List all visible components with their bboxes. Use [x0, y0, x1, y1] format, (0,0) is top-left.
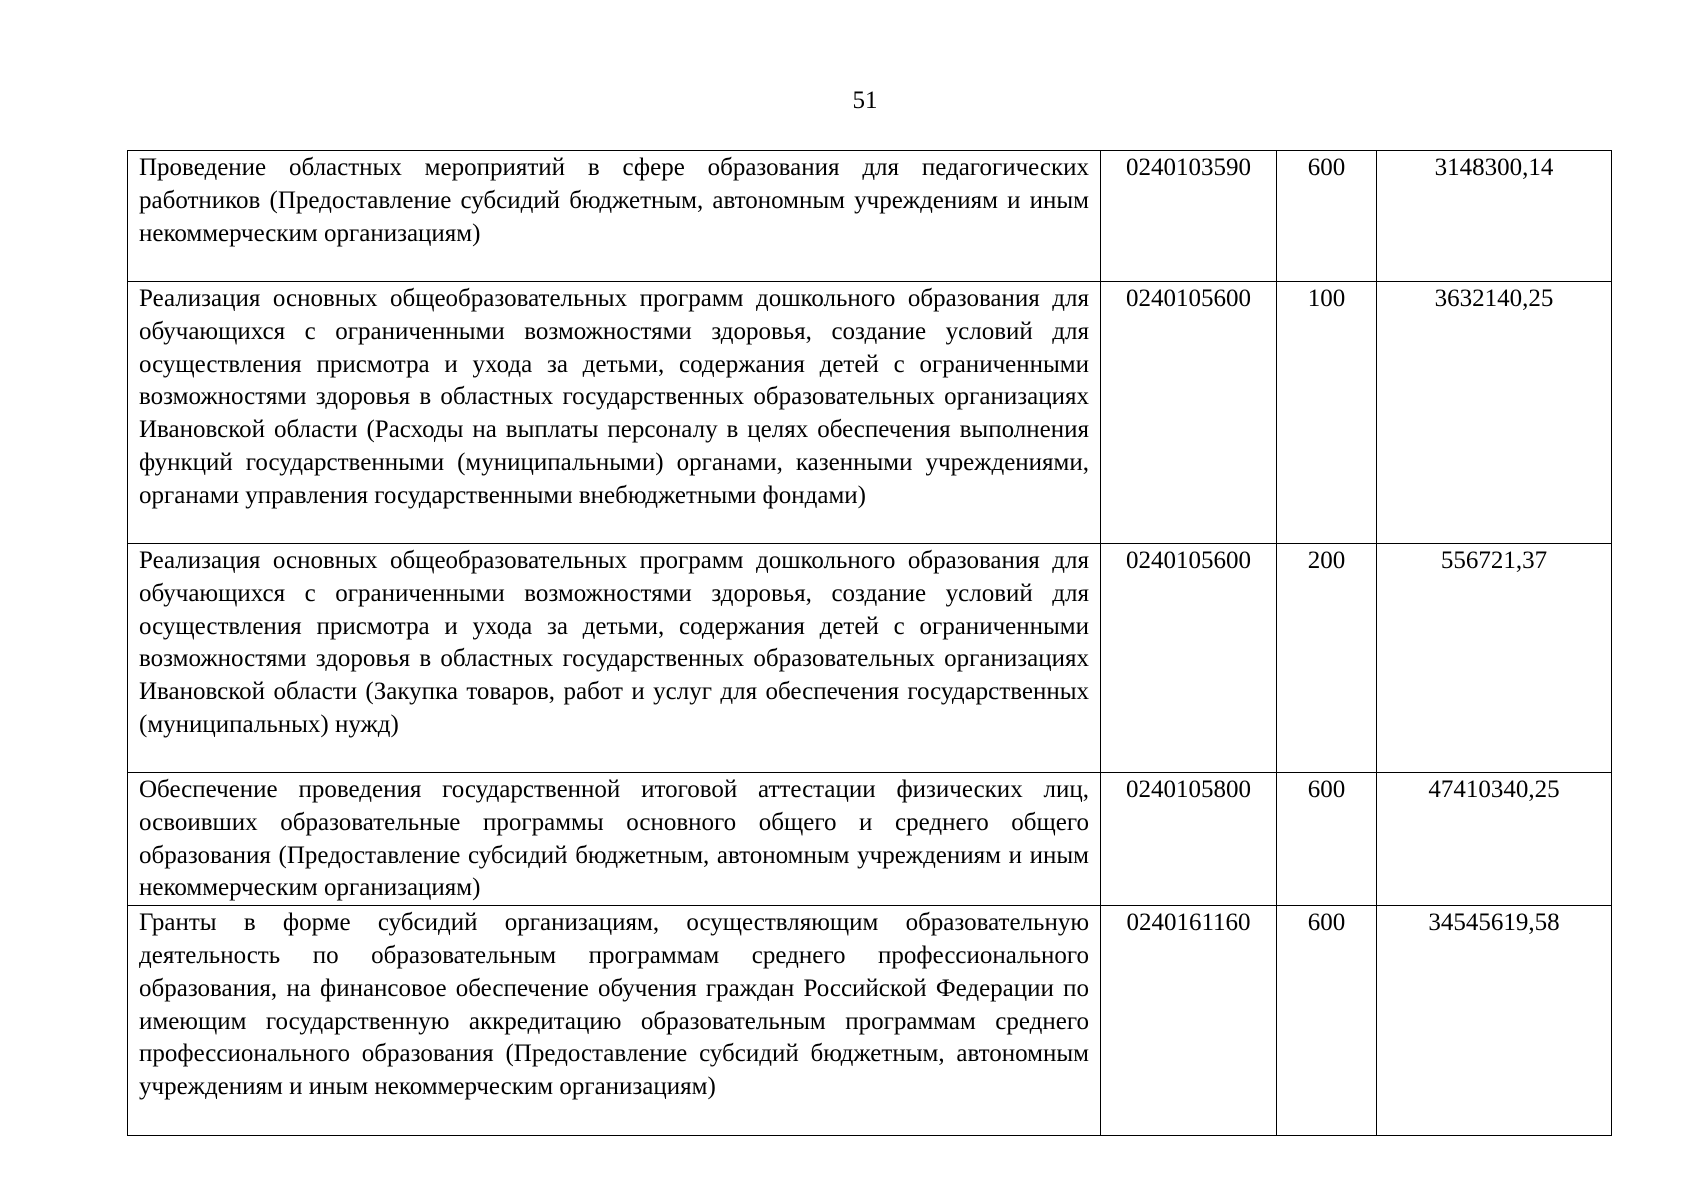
expense-kind-code: 600 — [1277, 906, 1377, 1136]
amount-value: 3632140,25 — [1377, 282, 1612, 544]
target-article-code: 0240105800 — [1101, 773, 1277, 906]
target-article-code: 0240105600 — [1101, 544, 1277, 773]
row-description: Проведение областных мероприятий в сфере образования для педагогических работников (Предоставление субсидий бюджетным, автономным учреждениям и иным некоммерческим организациям) — [128, 151, 1101, 282]
table-row — [128, 906, 1612, 1136]
table-row — [128, 773, 1612, 906]
target-article-code: 0240103590 — [1101, 151, 1277, 282]
budget-table — [127, 150, 1612, 1136]
expense-kind-code: 100 — [1277, 282, 1377, 544]
table-row — [128, 282, 1612, 544]
amount-value: 34545619,58 — [1377, 906, 1612, 1136]
expense-kind-code: 600 — [1277, 773, 1377, 906]
amount-value: 3148300,14 — [1377, 151, 1612, 282]
table-row — [128, 151, 1612, 282]
row-description: Обеспечение проведения государственной итоговой аттестации физических лиц, освоивших образовательные программы основного общего и среднего общего образования (Предоставление субсидий бюджетным, автономным учреждениям и иным некоммерческим организациям) — [128, 773, 1101, 906]
row-description: Гранты в форме субсидий организациям, осуществляющим образовательную деятельность по образовательным программам среднего профессионального образования, на финансовое обеспечение обучения граждан Российской Федерации по имеющим государственную аккредитацию образовательным программам среднего профессионального образования (Предоставление субсидий бюджетным, автономным учреждениям и иным некоммерческим организациям) — [128, 906, 1101, 1136]
page-number: 51 — [852, 87, 878, 114]
target-article-code: 0240161160 — [1101, 906, 1277, 1136]
target-article-code: 0240105600 — [1101, 282, 1277, 544]
expense-kind-code: 200 — [1277, 544, 1377, 773]
amount-value: 47410340,25 — [1377, 773, 1612, 906]
row-description: Реализация основных общеобразовательных программ дошкольного образования для обучающихся с ограниченными возможностями здоровья, создание условий для осуществления присмотра и ухода за детьми, содержания детей с ограниченными возможностями здоровья в областных государственных образовательных организациях Ивановской области (Закупка товаров, работ и услуг для обеспечения государственных (муниципальных) нужд) — [128, 544, 1101, 773]
amount-value: 556721,37 — [1377, 544, 1612, 773]
row-description: Реализация основных общеобразовательных программ дошкольного образования для обучающихся с ограниченными возможностями здоровья, создание условий для осуществления присмотра и ухода за детьми, содержания детей с ограниченными возможностями здоровья в областных государственных образовательных организациях Ивановской области (Расходы на выплаты персоналу в целях обеспечения выполнения функций государственными (муниципальными) органами, казенными учреждениями, органами управления государственными внебюджетными фондами) — [128, 282, 1101, 544]
table-row — [128, 544, 1612, 773]
expense-kind-code: 600 — [1277, 151, 1377, 282]
